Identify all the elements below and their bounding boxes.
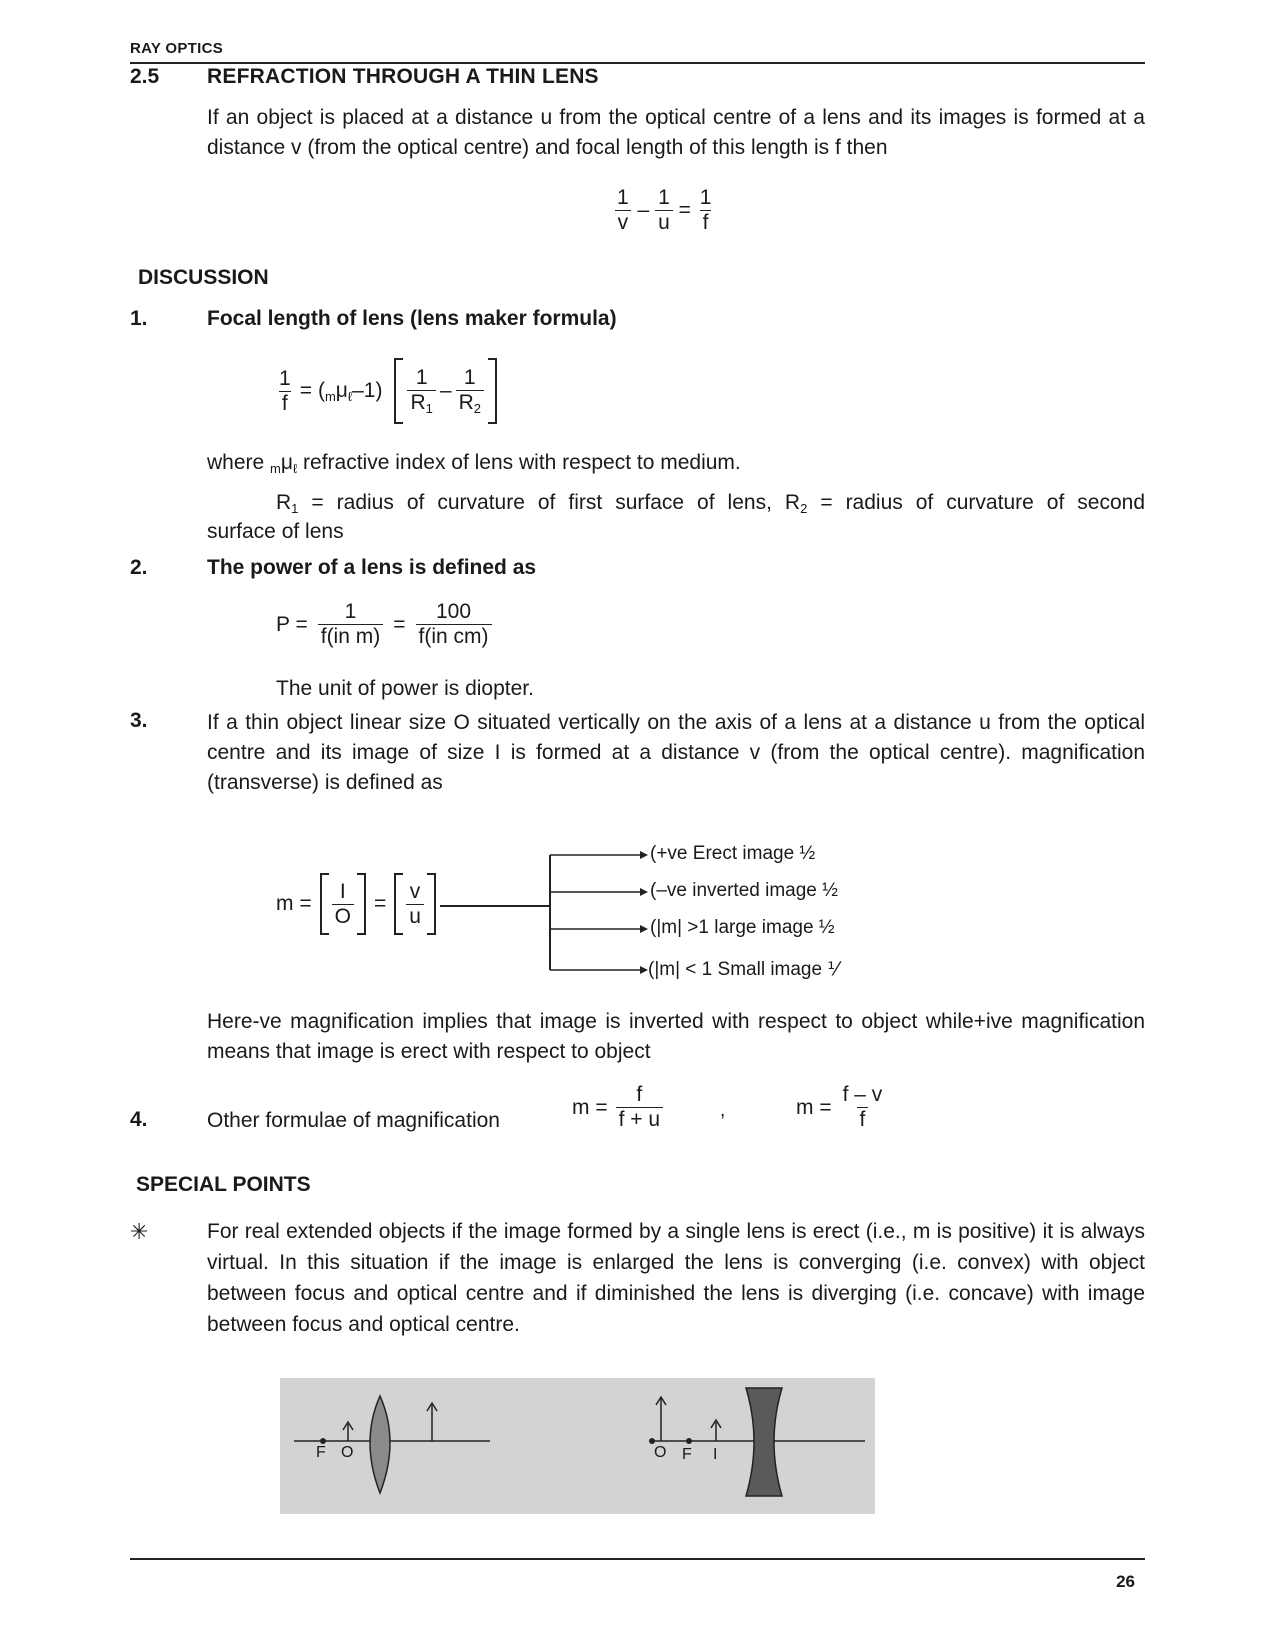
item-3-text: If a thin object linear size O situated vertically on the axis of a lens at a distance u from the optical centre and its image of size I is formed at a distance v (from the optical centre). magnification (transverse) is defined as [207, 711, 1145, 794]
power-unit: The unit of power is diopter. [276, 677, 534, 700]
item-4-number: 4. [130, 1108, 148, 1131]
formula-comma: , [720, 1100, 726, 1121]
lens-formula: $\frac{1}{v}$ – $\frac{1}{u}$ = $\frac{1}{f}$ [614, 186, 714, 235]
branch-inverted: (–ve inverted image ½ [650, 880, 838, 901]
intro-paragraph: If an object is placed at a distance u from the optical centre of a lens and its images is formed at a distance v (from the optical centre) and focal length of this length is f then [207, 106, 1145, 159]
lens-diagram [280, 1378, 875, 1514]
magnification-formula: m = $\frac{I}{O}$ = $\frac{v}{u}$ [276, 873, 436, 935]
where-line: where $_m\mu_\ell$ refractive index of lens with respect to medium. [207, 451, 741, 476]
convex-lens [370, 1396, 390, 1493]
concave-lens [746, 1388, 782, 1496]
radius-line: $R_1$ = radius of curvature of first surface of lens, $R_2$ = radius of curvature of second [276, 491, 1146, 516]
label-o: O [341, 1444, 354, 1461]
section-title: REFRACTION THROUGH A THIN LENS [207, 65, 599, 88]
lens-diagram-svg [280, 1378, 875, 1514]
label-o-2: O [654, 1444, 667, 1461]
magnification-formula-3: m = $\frac{f - v}{f}$ [796, 1083, 883, 1131]
branch-small: (|m| < 1 Small image ⅟ [648, 959, 839, 980]
item-1-number: 1. [130, 307, 148, 330]
label-f-2: F [682, 1446, 692, 1463]
item-1-title: Focal length of lens (lens maker formula) [207, 307, 617, 330]
special-points-heading: SPECIAL POINTS [136, 1173, 311, 1196]
header-rule [130, 62, 1145, 64]
special-point-text: For real extended objects if the image formed by a single lens is erect (i.e., m is positive) it is always virtual. In this situation if the image is enlarged the lens is converging (i.e. convex) with object between focus and optical centre and if diminished the lens is diverging (i.e. concave) with image between focus and optical centre. [207, 1220, 1145, 1336]
item-3-number: 3. [130, 709, 148, 732]
branch-large: (|m| >1 large image ½ [650, 917, 835, 938]
focus-point-2 [686, 1438, 692, 1444]
magnification-branches [440, 840, 660, 980]
item-2-title: The power of a lens is defined as [207, 556, 537, 579]
label-f: F [316, 1444, 326, 1461]
magnification-formula-2: m = $\frac{f}{f + u}$ [572, 1083, 663, 1132]
star-bullet-icon: ✳ [130, 1219, 149, 1244]
footer-rule [130, 1558, 1145, 1560]
magnification-note: Here-ve magnification implies that image is inverted with respect to object while+ive magnification means that image is erect with respect to object [207, 1010, 1145, 1063]
item-2-number: 2. [130, 556, 148, 579]
section-number: 2.5 [130, 65, 160, 88]
page-number: 26 [1116, 1572, 1135, 1591]
item-4-text: Other formulae of magnification [207, 1109, 500, 1132]
lens-maker-formula: $\frac{1}{f}$ = $(_m\mu_\ell-1)$ $\frac{1}{R_1}$ – $\frac{1}{R_2}$ [276, 358, 497, 424]
running-title: RAY OPTICS [130, 40, 224, 57]
power-formula: P = $\frac{1}{\text{f(in m)}}$ = $\frac{100}{\text{f(in cm)}}$ [276, 600, 492, 649]
radius-line-cont: surface of lens [207, 520, 344, 543]
branch-erect: (+ve Erect image ½ [650, 843, 816, 864]
discussion-heading: DISCUSSION [138, 266, 269, 289]
label-i: I [713, 1446, 718, 1463]
